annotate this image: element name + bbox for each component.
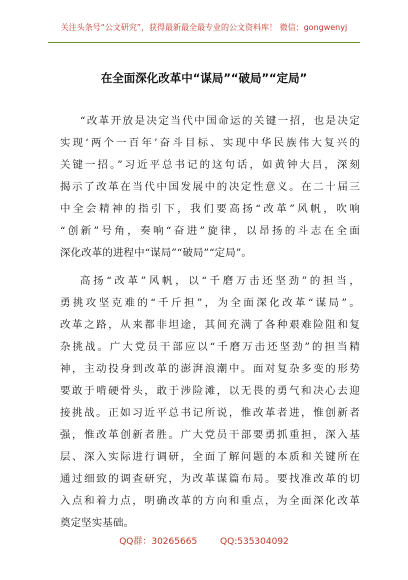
paragraph-line: 勇挑攻坚克难的“千斤担”，为全面深化改革“谋局”。 <box>60 297 360 309</box>
paragraph-line: 神，主动投身到改革的澎湃浪潮中。面对复杂多变的形势 <box>60 363 360 375</box>
paragraph-line: 通过细致的调查研究，为改革谋篇布局。要找准改革的切 <box>60 473 360 485</box>
paragraph-2 <box>60 270 360 534</box>
paragraph-line: 奠定坚实基础。 <box>60 517 135 529</box>
header-banner: 关注头条号“公文研究”，获得最新最全最专业的公文资料库！ 微信：gongwenyj <box>60 23 348 32</box>
footer-qq: QQ:535304092 <box>220 537 289 547</box>
document-body <box>60 110 360 540</box>
paragraph-line: 要敢于啃硬骨头，敢于涉险滩，以无畏的勇气和决心去迎 <box>60 385 360 397</box>
paragraph-line: “改革开放是决定当代中国命运的关键一招，也是决定 <box>80 115 360 127</box>
paragraph-1 <box>60 110 360 264</box>
paragraph-line: “创新”号角，奏响“奋进”旋律，以昂扬的斗志在全面 <box>60 225 360 237</box>
paragraph-line: 入点和着力点，明确改革的方向和重点，为全面深化改革 <box>60 495 360 507</box>
paragraph-line: 中全会精神的指引下，我们要高扬“改革”风帆，吹响 <box>60 203 360 215</box>
paragraph-line: 强，惟改革创新者胜。广大党员干部要勇抓重担，深入基 <box>60 429 360 441</box>
paragraph-line: 揭示了改革在当代中国发展中的决定性意义。在二十届三 <box>60 181 360 193</box>
paragraph-line: 杂挑战。广大党员干部应以“千磨万击还坚劲”的担当精 <box>60 341 360 353</box>
footer-contact <box>0 534 408 547</box>
footer-qq-group: QQ群：30265665 <box>119 537 198 547</box>
paragraph-line: 深化改革的进程中“谋局”“破局”“定局”。 <box>60 247 252 259</box>
paragraph-line: 接挑战。正如习近平总书记所说，惟改革者进，惟创新者 <box>60 407 360 419</box>
paragraph-line: 改革之路，从来都非坦途，其间充满了各种艰难险阻和复 <box>60 319 360 331</box>
header-divider <box>48 42 360 43</box>
paragraph-line: 高扬“改革”风帆，以“千磨万击还坚劲”的担当， <box>80 275 360 287</box>
paragraph-line: 关键一招。”习近平总书记的这句话，如黄钟大吕，深刻 <box>60 159 360 171</box>
document-title: 在全面深化改革中“谋局”“破局”“定局” <box>100 71 308 85</box>
paragraph-line: 实现‘两个一百年’奋斗目标、实现中华民族伟大复兴的 <box>60 137 360 149</box>
paragraph-line: 层、深入实际进行调研，全面了解问题的本质和关键所在 <box>60 451 360 463</box>
